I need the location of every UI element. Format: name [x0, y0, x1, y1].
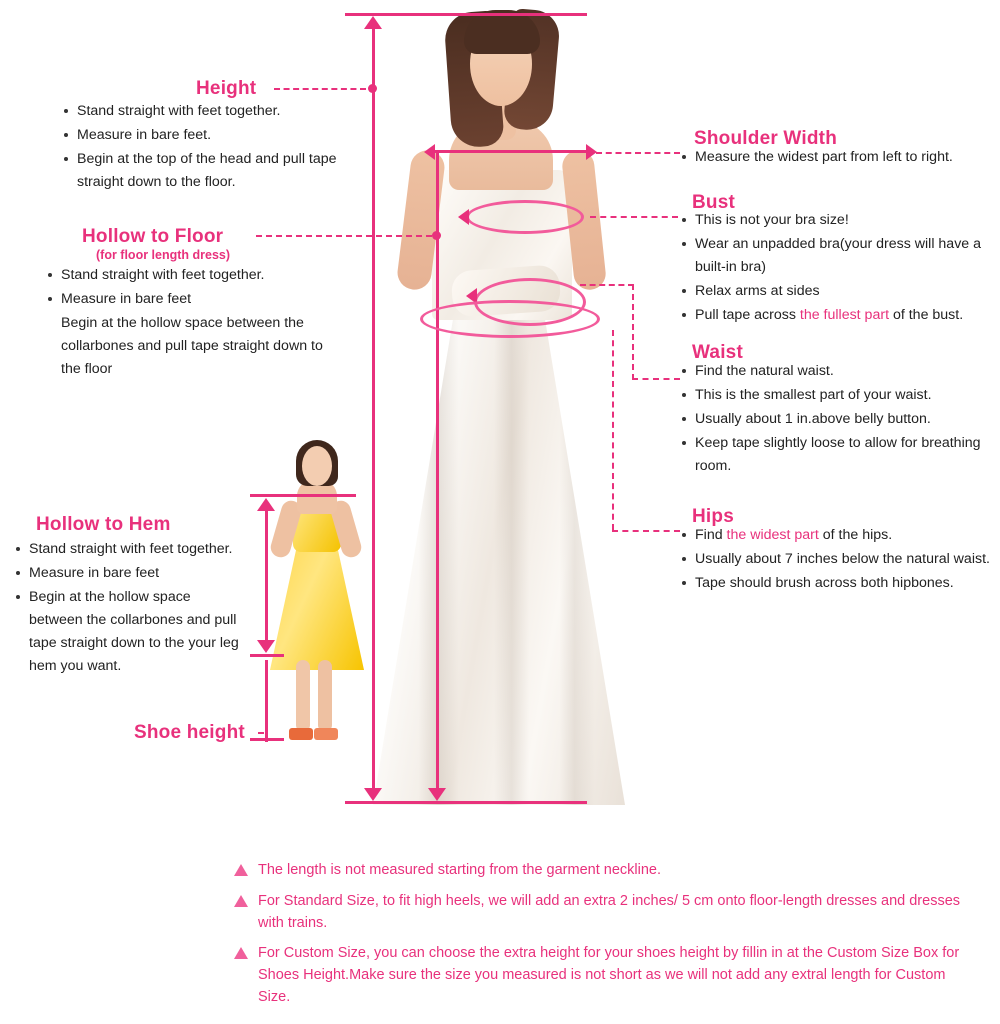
hollow-to-hem-heading: Hollow to Hem: [36, 514, 171, 535]
yellow-dress-skirt: [270, 540, 364, 670]
list-item: Keep tape slightly loose to allow for breathing room.: [680, 432, 996, 478]
waist-bullets: [680, 360, 996, 479]
hips-bullets: [680, 524, 996, 596]
hollow-to-hem-top-cap: [250, 494, 356, 497]
list-item: Relax arms at sides: [680, 280, 996, 303]
list-item: Find the natural waist.: [680, 360, 996, 383]
hollow-to-floor-heading: Hollow to Floor: [82, 226, 224, 247]
shoe-height-leader: [258, 732, 264, 734]
list-item: Stand straight with feet together.: [62, 100, 352, 123]
shoulder-width-line: [432, 150, 590, 153]
waist-heading: Waist: [692, 342, 743, 363]
short-model-left-leg: [296, 660, 310, 732]
note-text: The length is not measured starting from the garment neckline.: [258, 862, 661, 878]
hollow-to-floor-leader: [256, 235, 432, 237]
height-vertical-line: [372, 28, 375, 798]
height-bottom-cap: [345, 801, 587, 804]
shoe-height-cap: [250, 738, 284, 741]
note-item: [232, 891, 972, 935]
waist-leader-bottom: [632, 378, 680, 380]
model-hair-top: [464, 10, 540, 54]
hips-text-suffix: of the hips.: [818, 527, 893, 543]
list-item-hips-widest: [680, 524, 996, 547]
height-arrow-down: [364, 788, 382, 801]
height-bullets: [62, 100, 352, 195]
list-item: Stand straight with feet together.: [46, 264, 346, 287]
bust-text-prefix: Pull tape across: [695, 307, 800, 323]
list-item: Tape should brush across both hipbones.: [680, 572, 996, 595]
bust-text-highlight: the fullest part: [799, 307, 890, 323]
shoulder-leader: [596, 152, 680, 154]
hips-text-prefix: Find: [695, 527, 727, 543]
list-item: Measure in bare feet.: [62, 124, 352, 147]
hollow-to-floor-marker-dot: [432, 231, 441, 240]
hollow-to-hem-bullets: [14, 538, 244, 679]
hips-leader: [612, 530, 680, 532]
hips-leader-vertical: [612, 330, 614, 530]
hips-text-highlight: the widest part: [726, 527, 819, 543]
bust-bullets: [680, 209, 996, 328]
shoe-height-line: [265, 660, 268, 742]
list-item: This is the smallest part of your waist.: [680, 384, 996, 407]
bust-arrow-left: [458, 209, 469, 225]
waist-leader-top: [580, 284, 634, 286]
shoulder-arrow-left: [424, 144, 435, 160]
height-leader-line: [274, 88, 366, 90]
list-item: Begin at the hollow space between the collarbones and pull tape straight down to the your leg hem you want.: [14, 586, 244, 678]
hollow-to-hem-arrow-down: [257, 640, 275, 653]
list-item: Usually about 7 inches below the natural waist.: [680, 548, 996, 571]
hollow-to-hem-bottom-cap: [250, 654, 284, 657]
warning-triangle-icon: [234, 947, 248, 959]
warning-triangle-icon: [234, 864, 248, 876]
note-item: [232, 860, 972, 882]
warning-triangle-icon: [234, 895, 248, 907]
bust-tape-measure: [466, 200, 584, 234]
hips-heading: Hips: [692, 506, 734, 527]
list-item: Wear an unpadded bra(your dress will have a built-in bra): [680, 233, 996, 279]
footer-notes: [232, 860, 972, 1018]
short-model-left-shoe: [289, 728, 313, 740]
list-item: Begin at the top of the head and pull tape straight down to the floor.: [62, 148, 352, 194]
note-text: For Custom Size, you can choose the extra height for your shoes height by fillin in at the Custom Size Box for Shoes Height.Make sure the size you measured is not short as we will not add any extral length for Custom Size.: [258, 945, 960, 1005]
list-item: Measure in bare feet: [14, 562, 244, 585]
shoe-height-heading: Shoe height: [134, 722, 245, 743]
short-model-head: [302, 446, 332, 486]
list-item: Measure the widest part from left to right.: [680, 146, 996, 169]
hollow-to-floor-subheading: (for floor length dress): [96, 248, 231, 262]
waist-leader-vertical: [632, 284, 634, 380]
shoulder-width-heading: Shoulder Width: [694, 128, 837, 149]
shoulder-width-bullets: [680, 146, 996, 170]
hips-tape-measure: [420, 300, 600, 338]
height-marker-dot: [368, 84, 377, 93]
hollow-to-floor-bullets: [46, 264, 346, 382]
hollow-to-floor-arrow-down: [428, 788, 446, 801]
list-item-bust-fullest: [680, 304, 996, 327]
list-item: This is not your bra size!: [680, 209, 996, 232]
hollow-to-floor-line: [436, 150, 439, 798]
list-item: Measure in bare feet: [46, 288, 346, 311]
list-item: Begin at the hollow space between the collarbones and pull tape straight down to the floor: [61, 315, 323, 377]
note-text: For Standard Size, to fit high heels, we will add an extra 2 inches/ 5 cm onto floor-length dresses and dresses with trains.: [258, 892, 961, 931]
bust-text-suffix: of the bust.: [889, 307, 964, 323]
hollow-to-hem-line: [265, 510, 268, 650]
short-model-right-leg: [318, 660, 332, 732]
bust-leader: [590, 216, 678, 218]
list-item: Stand straight with feet together.: [14, 538, 244, 561]
list-item: Usually about 1 in.above belly button.: [680, 408, 996, 431]
short-model-right-shoe: [314, 728, 338, 740]
height-heading: Height: [196, 78, 257, 99]
note-item: [232, 943, 972, 1008]
bust-heading: Bust: [692, 192, 736, 213]
